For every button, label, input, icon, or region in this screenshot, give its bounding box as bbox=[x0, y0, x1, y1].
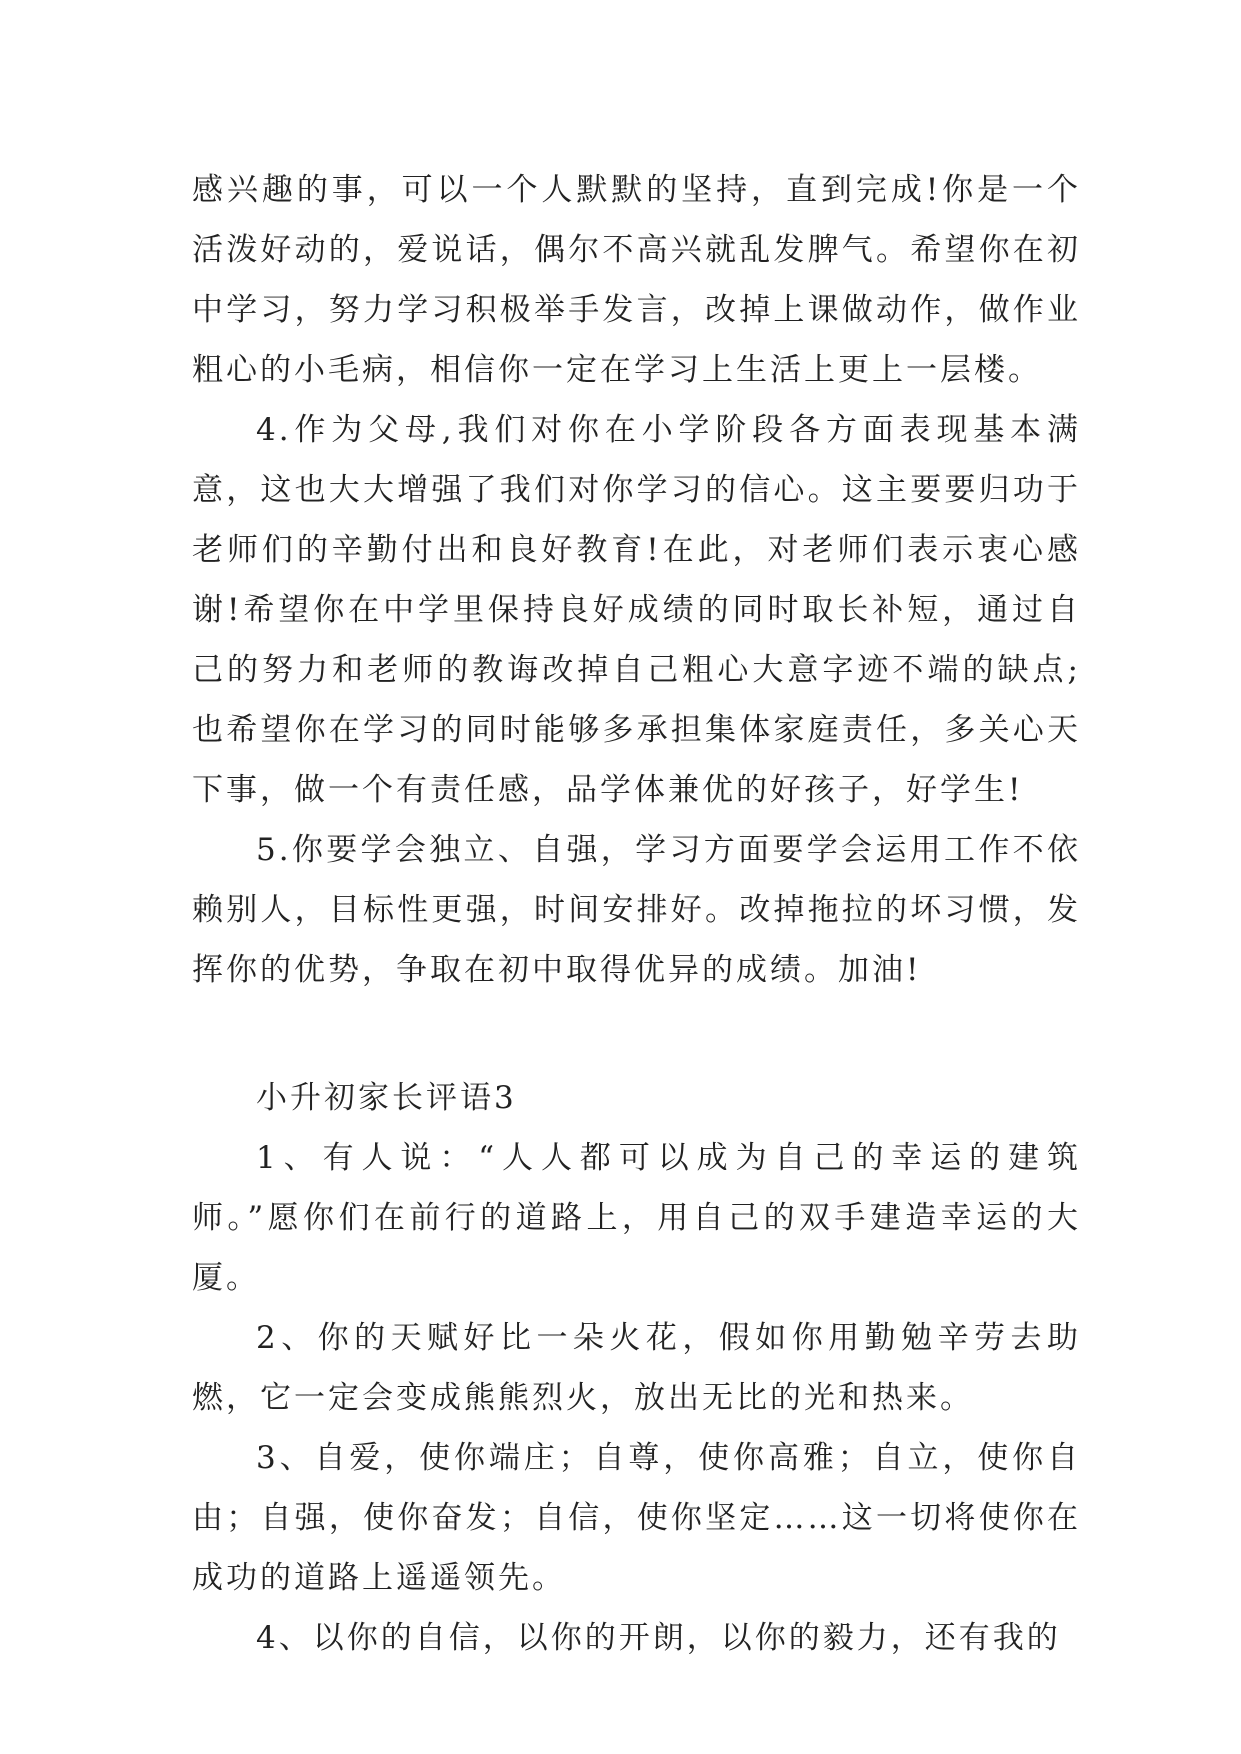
paragraph-item-4: 4.作为父母,我们对你在小学阶段各方面表现基本满意，这也大大增强了我们对你学习的信心。这主要要归功于老师们的辛勤付出和良好教育!在此，对老师们表示衷心感谢!希望你在中学里保持良好成绩的同时取长补短，通过自己的努力和老师的教诲改掉自己粗心大意字迹不端的缺点;也希望你在学习的同时能够多承担集体家庭责任，多关心天下事，做一个有责任感，品学体兼优的好孩子，好学生! bbox=[192, 412, 1081, 808]
list-item: 3、自爱，使你端庄；自尊，使你高雅；自立，使你自由；自强，使你奋发；自信，使你坚定……这一切将使你在成功的道路上遥遥领先。 bbox=[192, 1440, 1081, 1596]
paragraph-item-5: 5.你要学会独立、自强，学习方面要学会运用工作不依赖别人，目标性更强，时间安排好。改掉拖拉的坏习惯，发挥你的优势，争取在初中取得优异的成绩。加油! bbox=[192, 832, 1081, 988]
list-item: 4、以你的自信，以你的开朗，以你的毅力，还有我的 bbox=[256, 1620, 1061, 1656]
paragraph-continued: 感兴趣的事，可以一个人默默的坚持，直到完成!你是一个活泼好动的，爱说话，偶尔不高兴就乱发脾气。希望你在初中学习，努力学习积极举手发言，改掉上课做动作，做作业粗心的小毛病，相信你一定在学习上生活上更上一层楼。 bbox=[192, 172, 1081, 388]
list-item: 2、你的天赋好比一朵火花，假如你用勤勉辛劳去助燃，它一定会变成熊熊烈火，放出无比的光和热来。 bbox=[192, 1320, 1081, 1416]
section-heading: 小升初家长评语3 bbox=[256, 1080, 517, 1116]
list-item: 1、有人说：“人人都可以成为自己的幸运的建筑师。”愿你们在前行的道路上，用自己的双手建造幸运的大厦。 bbox=[192, 1140, 1081, 1296]
